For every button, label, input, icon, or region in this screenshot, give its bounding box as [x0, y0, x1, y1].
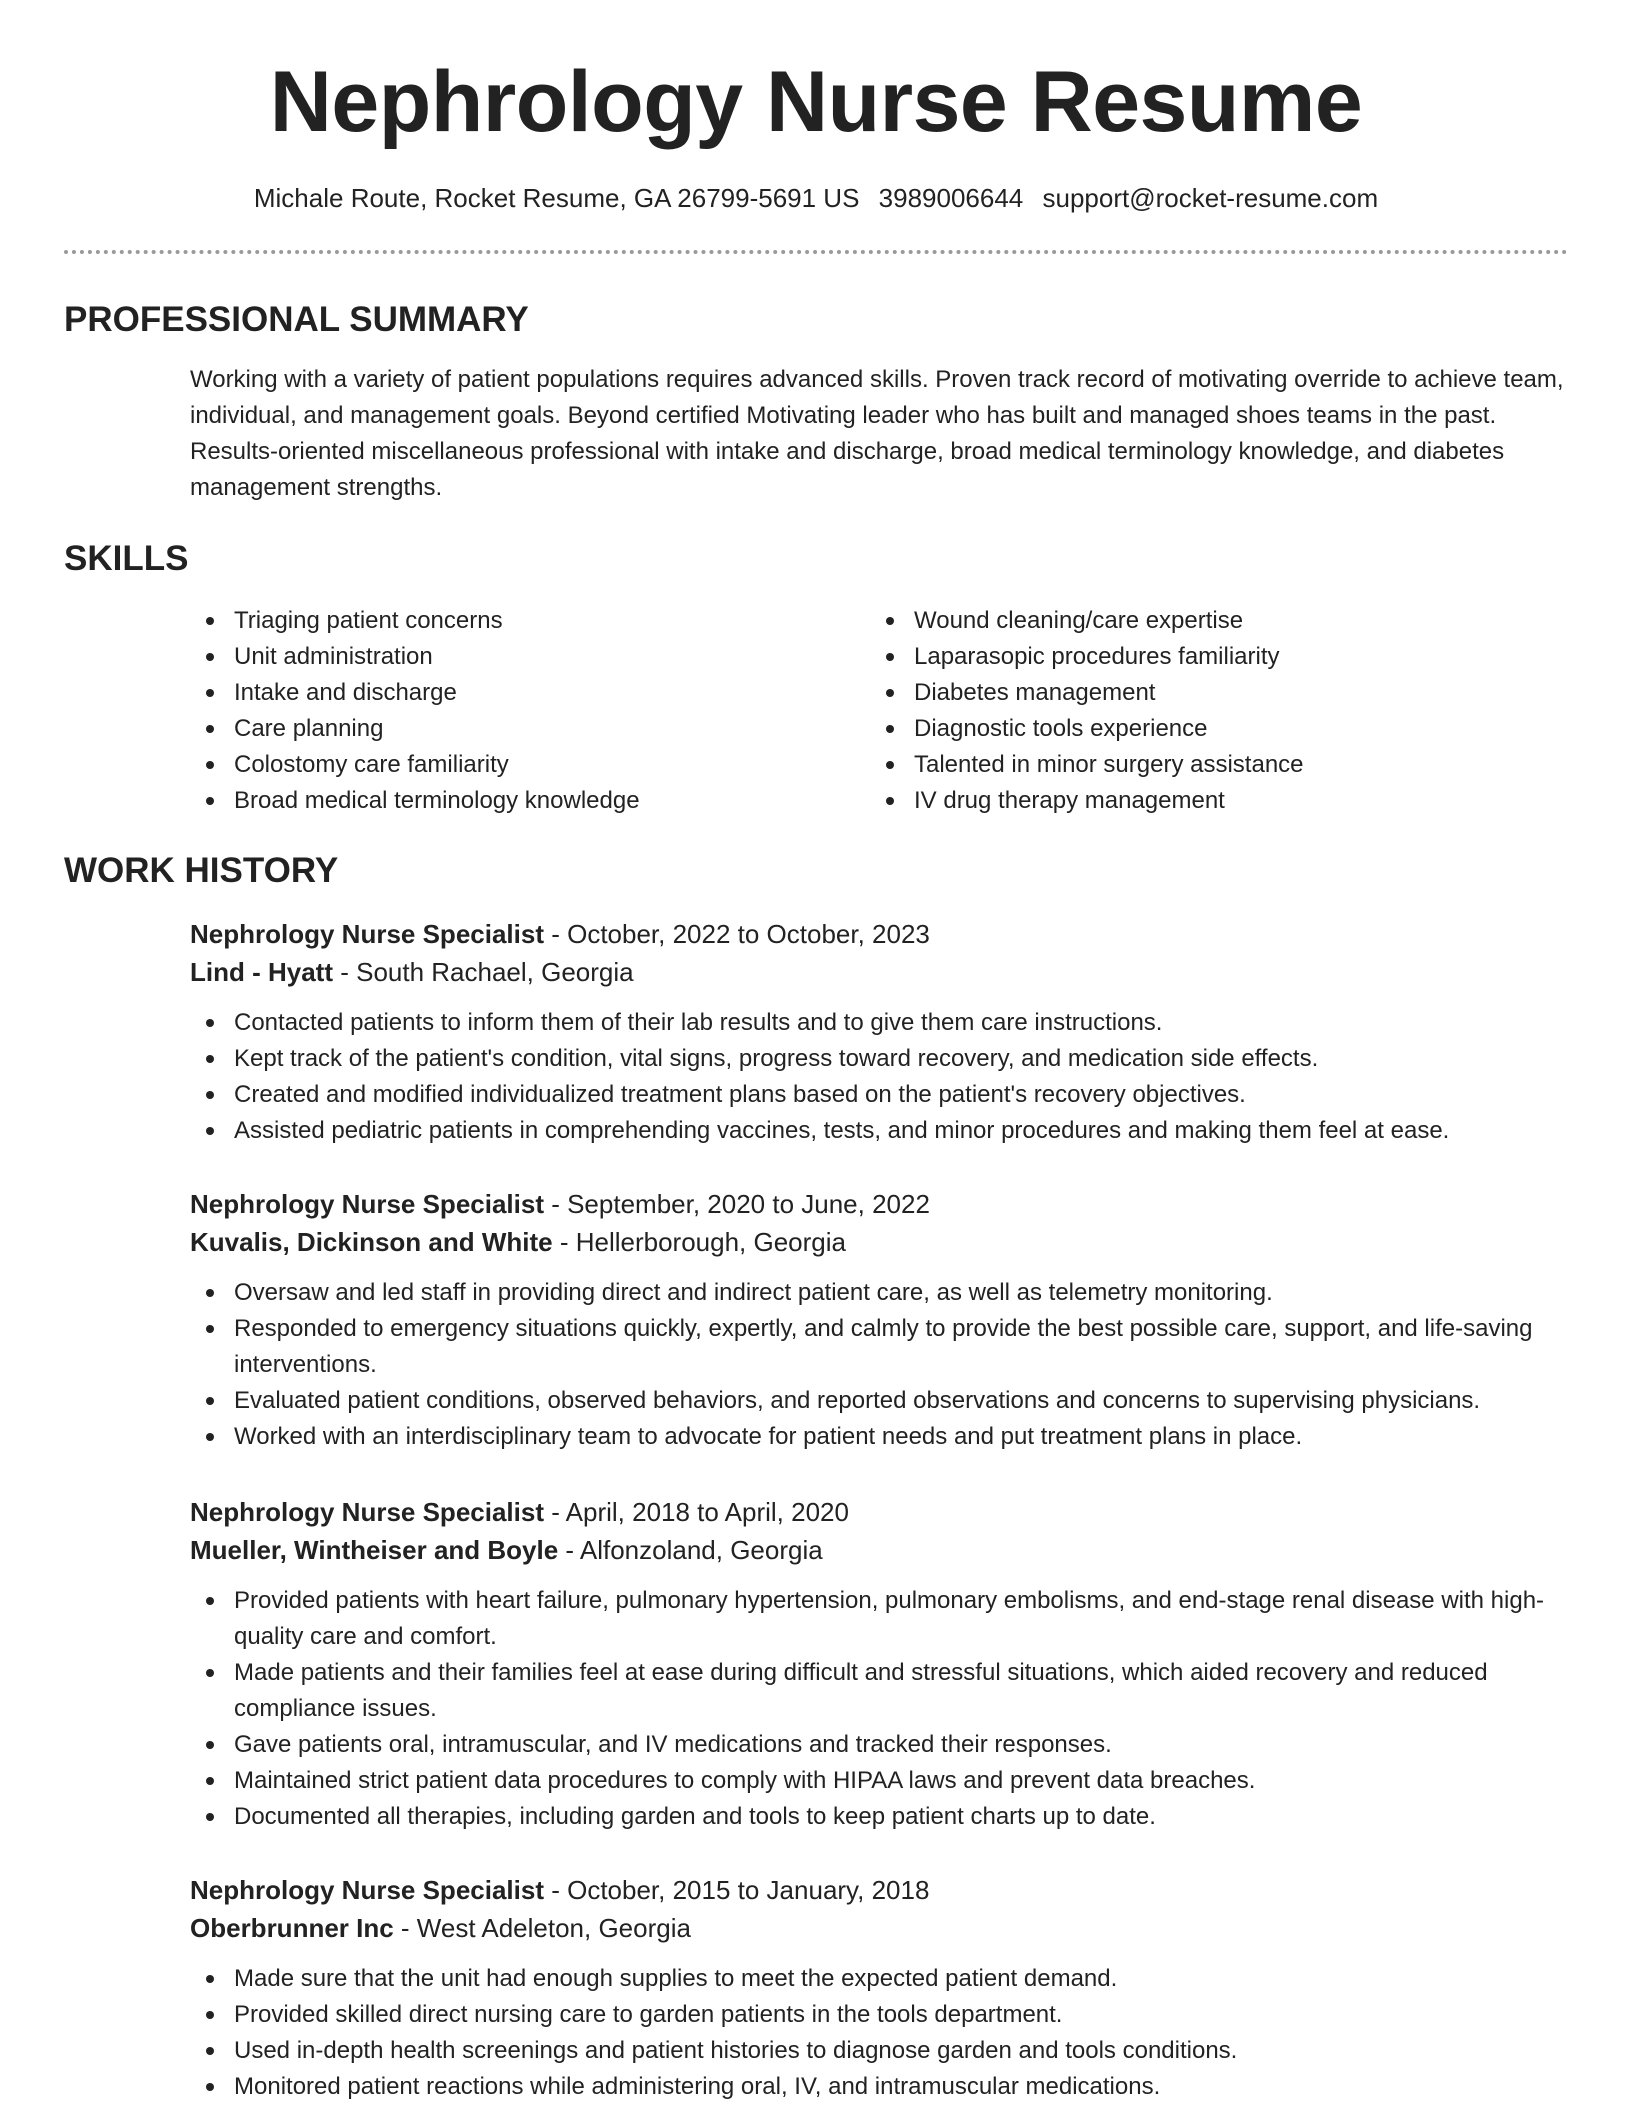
- job-bullets: [190, 1275, 1570, 1455]
- job-bullet: Made patients and their families feel at ease during difficult and stressful situations, which aided recovery and reduced compliance issues.: [190, 1655, 1570, 1727]
- job-bullet: Used in-depth health screenings and patient histories to diagnose garden and tools conditions.: [190, 2033, 1570, 2069]
- job-title-line: [190, 1185, 1570, 1223]
- job-bullets: [190, 1005, 1570, 1149]
- job-title-line: [190, 915, 1570, 953]
- job-company: Mueller, Wintheiser and Boyle: [190, 1535, 559, 1565]
- summary-heading: PROFESSIONAL SUMMARY: [64, 300, 529, 339]
- job-bullet: Assisted pediatric patients in comprehending vaccines, tests, and minor procedures and making them feel at ease.: [190, 1113, 1570, 1149]
- job-bullets: [190, 1583, 1570, 1835]
- skill-item: Intake and discharge: [190, 675, 830, 711]
- job-company-line: [190, 1531, 1570, 1569]
- skill-item: Triaging patient concerns: [190, 603, 830, 639]
- job-location: - South Rachael, Georgia: [333, 957, 634, 987]
- job-position: Nephrology Nurse Specialist: [190, 1189, 544, 1219]
- skill-item: Broad medical terminology knowledge: [190, 783, 830, 819]
- job-company-line: [190, 953, 1570, 991]
- job-location: - West Adeleton, Georgia: [393, 1913, 691, 1943]
- skill-item: Colostomy care familiarity: [190, 747, 830, 783]
- job-company-line: [190, 1223, 1570, 1261]
- job-bullet: Maintained strict patient data procedures to comply with HIPAA laws and prevent data breaches.: [190, 1763, 1570, 1799]
- job-dates: - September, 2020 to June, 2022: [543, 1189, 930, 1219]
- job-bullet: Kept track of the patient's condition, vital signs, progress toward recovery, and medication side effects.: [190, 1041, 1570, 1077]
- job-title-line: [190, 1871, 1570, 1909]
- skills-heading: SKILLS: [64, 539, 189, 578]
- skill-item: Diagnostic tools experience: [870, 711, 1550, 747]
- job-bullet: Provided skilled direct nursing care to garden patients in the tools department.: [190, 1997, 1570, 2033]
- skills-list-left: [190, 603, 830, 819]
- job-dates: - October, 2022 to October, 2023: [543, 919, 930, 949]
- skill-item: Laparasopic procedures familiarity: [870, 639, 1550, 675]
- contact-phone: 3989006644: [878, 183, 1024, 213]
- job-bullet: Created and modified individualized treatment plans based on the patient's recovery objectives.: [190, 1077, 1570, 1113]
- resume-name: Nephrology Nurse Resume: [269, 54, 1363, 150]
- job-bullet: Evaluated patient conditions, observed behaviors, and reported observations and concerns to supervising physicians.: [190, 1383, 1570, 1419]
- job-bullet: Monitored patient reactions while administering oral, IV, and intramuscular medications.: [190, 2069, 1570, 2105]
- skill-item: Talented in minor surgery assistance: [870, 747, 1550, 783]
- job-location: - Hellerborough, Georgia: [552, 1227, 847, 1257]
- contact-address: Michale Route, Rocket Resume, GA 26799-5691 US: [253, 183, 860, 213]
- job-location: - Alfonzoland, Georgia: [558, 1535, 823, 1565]
- header-divider: [64, 250, 1568, 254]
- job-bullet: Responded to emergency situations quickly, expertly, and calmly to provide the best possible care, support, and life-saving interventions.: [190, 1311, 1570, 1383]
- contact-line: [0, 180, 1632, 216]
- job-bullet: Provided patients with heart failure, pulmonary hypertension, pulmonary embolisms, and end-stage renal disease with high-quality care and comfort.: [190, 1583, 1570, 1655]
- job-bullet: Gave patients oral, intramuscular, and IV medications and tracked their responses.: [190, 1727, 1570, 1763]
- job-dates: - April, 2018 to April, 2020: [543, 1497, 849, 1527]
- skill-item: Unit administration: [190, 639, 830, 675]
- job-company: Lind - Hyatt: [190, 957, 333, 987]
- job-bullet: Worked with an interdisciplinary team to advocate for patient needs and put treatment plans in place.: [190, 1419, 1570, 1455]
- skill-item: Care planning: [190, 711, 830, 747]
- skills-list-right: [870, 603, 1550, 819]
- job-bullets: [190, 1961, 1570, 2105]
- job-entry: [190, 1185, 1570, 1455]
- job-bullet: Contacted patients to inform them of their lab results and to give them care instructions.: [190, 1005, 1570, 1041]
- job-dates: - October, 2015 to January, 2018: [543, 1875, 930, 1905]
- contact-email: support@rocket-resume.com: [1042, 183, 1379, 213]
- skill-item: Diabetes management: [870, 675, 1550, 711]
- skill-item: IV drug therapy management: [870, 783, 1550, 819]
- skill-item: Wound cleaning/care expertise: [870, 603, 1550, 639]
- job-company-line: [190, 1909, 1570, 1947]
- job-company: Oberbrunner Inc: [190, 1913, 394, 1943]
- job-entry: [190, 1493, 1570, 1835]
- job-entry: [190, 1871, 1570, 2105]
- summary-text: Working with a variety of patient populations requires advanced skills. Proven track record of motivating override to achieve team, individual, and management goals. Beyond certified Motivating leader who has built and managed shoes teams in the past. Results-oriented miscellaneous professional with intake and discharge, broad medical terminology knowledge, and diabetes management strengths.: [190, 366, 1564, 501]
- job-title-line: [190, 1493, 1570, 1531]
- job-position: Nephrology Nurse Specialist: [190, 1875, 544, 1905]
- job-bullet: Documented all therapies, including garden and tools to keep patient charts up to date.: [190, 1799, 1570, 1835]
- job-bullet: Made sure that the unit had enough supplies to meet the expected patient demand.: [190, 1961, 1570, 1997]
- job-entry: [190, 915, 1570, 1149]
- job-position: Nephrology Nurse Specialist: [190, 919, 544, 949]
- job-company: Kuvalis, Dickinson and White: [190, 1227, 553, 1257]
- job-bullet: Oversaw and led staff in providing direct and indirect patient care, as well as telemetry monitoring.: [190, 1275, 1570, 1311]
- job-position: Nephrology Nurse Specialist: [190, 1497, 544, 1527]
- work-history-heading: WORK HISTORY: [64, 851, 339, 890]
